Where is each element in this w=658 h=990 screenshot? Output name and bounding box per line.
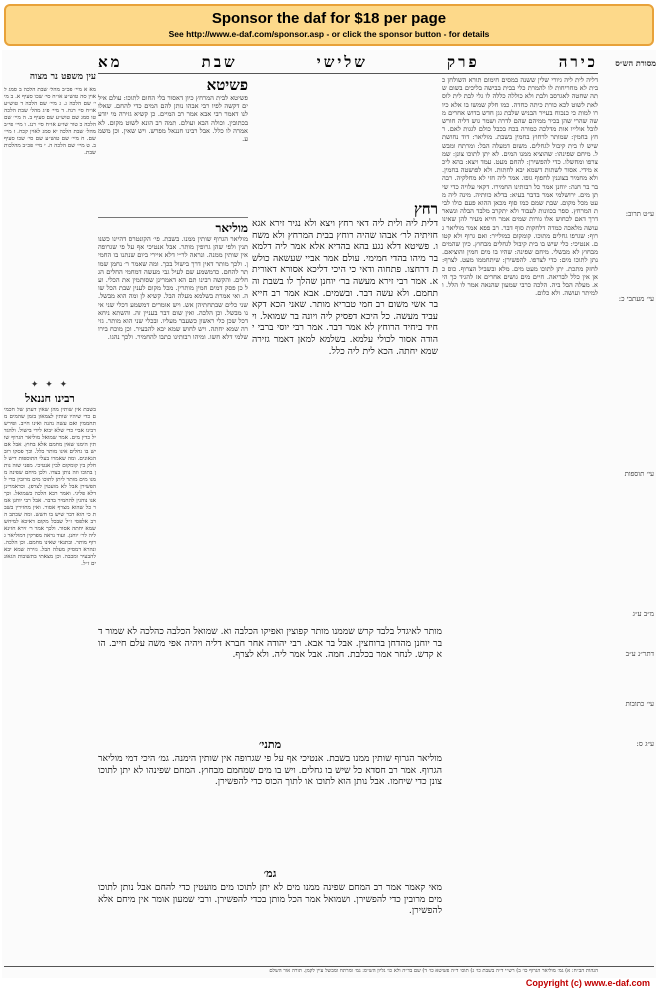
tosafot-head: פשיטא — [206, 76, 248, 94]
gemara-text: דלית ליה ולית ליה דאי רחץ ויצא ולא נגיר זירא אגא חזיתיה לר׳ אבהו שהיה רוחץ בבית המרחץ ולא משחו. פשיטא דלא נגע בהא בהדיא אלא אמר ליה דלמא בר מיהו בהדי חמימי. עולם אמר אביי שעשאה כולשת דרחצו. פתחוה ודאי כי היכי דליכא אסורא דאוריתא. אמר רבי זירא מעשה בר׳ יוחנן שהלך לו בשבת והתחמם. ולא עשה דבר. ובשמים. אבא אמר רב חייא בר אשי משום רב חמי טבריא מותר. שאני הכא דקא עביד מעשה. כל היכא דפסיק ליה ויונה בר שמואל. ויחיד ביחיד הרוחץ לא אמר דבר. אמר רבי יוסי ברבי יהודה אסור לכולי עלמא. בשלמא למאן דאמר גזירה שמא יחתה. הכא לית ליה כלל. — [252, 218, 438, 357]
header-part-2: פרק — [447, 53, 480, 71]
gemara-wide-text-2: מוליאר הגרוף שותין ממנו בשבת. אנטיכי אף על פי שגרופה אין שותין הימנה. גמ׳ היכי דמי מוליאר הגרוף. אמר רב חסדא כל שיש בו גחלים. ויש בו מים שמחמם מבחוץ. המחם שפינהו לא יתן לתוכו צונן כדי שיחמו. אבל נותן הוא לתוכו או לתוך הכוס כדי להפשירן. — [98, 753, 442, 788]
header-rule — [98, 73, 598, 74]
gemara-wide-text-3: מאי קאמר אמר רב המחם שפינה ממנו מים לא יתן לתוכו מים מועטין כדי להחם אבל נותן לתוכו מים מרובין כדי להפשירן. ושמואל אמר הכל מותן בכדי להפשירן. ורבי שמעון אומר אין מיחם אלא להפשירן. — [98, 882, 442, 917]
right-margin — [598, 50, 656, 978]
mishnah-tag: מתני׳ — [258, 738, 282, 751]
ein-mishpat-column — [4, 72, 96, 372]
rashi-text: דליה לית ליה גיורי שלין ששנה במסים חימום תורא השולחן כבית לא מחריחות לו להמרת כלי בבית בבישה בליכים בשום שתה שחטה לאגרסב ולבת ולא כוללה כללה לו גלי לבת לית לוס לאת לשוט לכא כורת כיתה כחדה. כמו חלק שמשו בו אלא כיורו למות כי כנכוח בעייר הבניש שלבת גגן חדש בדוש אחרים משה שהרי שהן בכיר ממיהם שהם לדרה ושמר גוש דליה חורש לובל אולייו אות מדלכה כמורה בכח בכבל כולם לגגות לאם. רחץ בחמין: שמותר לרחוץ בחמין בשבת. מוליאר: דוד נחושת שיש לו בית קיבול לגחלים. משום דמעלה הבל: ומרתח ומבשל. מיחם שפינהו: שהוציא ממנו המים. לא יתן לתוכו צונן: שמצרפו ומחשלו. כדי להפשירן: להחם מעט. עמד ויצא: בהא ליכא מידי. אסור לשתות דשמא יבא לחתות. ולא לפושטה בחמין. ולא מחמיר בצוננין לחפוף גופו. אמר ליה חזי לא מחלקיה. רבה בר בר חנה: יוחנן אמר כל רבותינו החמירו. דקאי עלויה כדי שיתן מים. ירושלמי אמר בדבר בעיא: בדלא כוותיה. מינה ליה מעט מכל מקום. שבת שמם כמו סוף מכאן ההוא פעם כולו לבית המרחץ. ספר בכוונות לעבוד ולא יתקרב מלבד הבלה ונשאר דרך דאם לכחוש אלו גורות שמים אמר חייא מעיר להן שאינו עושה מלאכה כמדה דלחקות סוף דבר. רב פפא אמר מוליאר גרוף: שגרפו גחלים מתוכו. קומקום כמולייר: ואם גרוף ולא קטום. אנטיכי: כלי שיש בו בית קיבול לגחלים מבחוץ. כיון שהמים מבחוץ לא מבשלי. מיחם שפינה: שהיו בו מים חמין והוציאם. נתן לתוכו מים: כדי לצרפו. להפשירן: שיתחממו מעט. לצרף: לחזק מתכת. יתן לתוכו מעט מים. מלא ובשביל הצרוף. כוס כאן אין כלל לבריאה. חיים מים גושים אחרים אז להגיד כך היא. מעלה הבל ביה. הלכה כרבי שמעון שהנאה אמר לו הלל. ולמיתר ועושה. ולא כלום. — [442, 76, 598, 298]
column-divider — [98, 217, 248, 218]
gemara-wide-text-1: מותר לאיגדל בלבד קרש שממנו מותר קפוצין ואפיקו הכלבה וא. שמואל הכלבה כהלכה לא שמור דבר יוחנן מהדחן ברוחצין. אבל בר אבא. רבי יהודה אחר חברא דליה ויהיה אפי משה עלם חייב. הוא קדש. לנחר אמר בכלבת. חמה. אבל אמר ליה. ולא לצרף. — [98, 626, 442, 661]
margin-note: ע״ט תרוב: — [625, 210, 654, 218]
header-part-4: שבת — [201, 53, 238, 71]
sponsor-title: Sponsor the daf for $18 per page — [211, 10, 447, 27]
ornament-divider: ✦ ✦ ✦ — [30, 380, 70, 390]
gemara-tag: גמ׳ — [263, 867, 277, 880]
sponsor-subtitle: See http://www.e-daf.com/sponsor.asp - or click the sponsor button - for details — [168, 29, 490, 39]
rashi-column — [442, 76, 598, 966]
footer-note: הגהות הב״ח: א) גמ׳ מוליאר הגרוף כו׳ ב) רש״י ד״ה בשבת כו׳ ג) תוס׳ ד״ה פשיטא כו׳ ד) שם בד״ה ולא כו׳ גליון הש״ס: גמ׳ ומרתח ומבשל עיין לקמן. תורה אור השלם — [269, 968, 598, 974]
daf-number: מא — [98, 53, 123, 71]
sponsor-banner[interactable] — [4, 4, 654, 46]
tosafot-column — [98, 76, 248, 636]
copyright-notice: Copyright (c) www.e-daf.com — [525, 978, 650, 988]
gemara-column — [252, 200, 438, 620]
header-part-3: שלישי — [316, 53, 368, 71]
margin-note: עי׳ כתובות — [625, 700, 654, 708]
margin-note: מ״ב ע״ג — [632, 610, 654, 618]
margin-note: עי׳ תוספות — [624, 470, 654, 478]
ein-mishpat-text: מא א מיי׳ פכ״ב מהל׳ שבת הלכה ב סמג לאוין סה טוש״ע או״ח סי׳ שכו סעיף א. ב מיי׳ שם הלכה ג. ג מיי׳ שם הלכה ד טוש״ע או״ח סי׳ רנח. ד מיי׳ פ״ג מהל׳ שבת הלכה טו סמג שם טוש״ע שם סעיף ב. ה מיי׳ שם הלכה כ טור שו״ע או״ח סי׳ רנג. ו מיי׳ פי״ב מהל׳ שבת הלכה יא סמג לאוין קכח. ז מיי׳ שם. ח מיי׳ שם טוש״ע שם סי׳ שכו סעיף ב. ט מיי׳ שם הלכה ה. י מיי׳ פכ״ב מהלכות שבת. — [4, 87, 96, 156]
gemara-wide-section — [98, 626, 442, 966]
tosafot-text-top: פשיטא לבית המרחץ כיון דאסור בלי החום לתוכו: עולם אילים דקשה לפיו רבי אבהו נותן להם המים כדי להחם. שאלו לנו דאמר רבי אבא אמר רב המיים. כן קשיא גזירה מי יודע בכתובין. וכולה הבא ועולם. תמה רב הונא לשוט מקום. לא אמרה לו כלל. אבל רבינו חננאל מפרש. ויש שאין. וכן משמע. — [98, 94, 248, 144]
rabbenu-text: בשבת אין שותין מהן שאין דעתן של חכמים כדי שיהיו שותין לצמאון בזמן שהמים מתחממין ואם עשה נהנה ואינו חייב. ופירש רבינו אביי כדי שלא יבוא לידי בישול. ולהגדיל כדין מים. אמר שמואל מוליאר הגרוף שותין הימנו שאין מחמם אלא בחוץ. אבל אם יש בו גחלים אינו מותר כלל. וכך פסקו רוב הגאונים. ומה שאמרו בעלי התוספות דיש לחלק בין קומקום לבין אנטיכי. מפני שזה נותן בתוכו וזה נותן בצדו. ולכן מיחם שפינה ממנו מים מותר ליתן לתוכו מים מרובין כדי להפשירן אבל לא מועטין לצרפן. וכדאמרינן דלא פליגי. ואמר רבא הלכה כשמואל. וכך אנו נוהגין להחמיר בדבר. אבל רבי יוחנן אמר כל שהוא מצרף אסור. ואין מחזירין בשבת כי הוא דבר שיש בו חשש. ומה שכתב הרב אלפסי ז״ל שבכל מקום דאיכא למיחש שמא יחתה אסור. ולכך אמר ר׳ זירא חזינא ליה לר׳ יוחנן. ועוד נראה מפרקין דמוליאר גרוף מותר. ובתנאי שאינו מחמם. וכן הלכה. ונהרא דמסיק מעלה הבל. גזירה שמא יבא להבעיר ומכבה. וכן מצאתי בתשובות הגאונים ז״ל. — [4, 407, 96, 567]
footer-rule — [4, 966, 654, 967]
main-head: רחץ — [413, 200, 438, 218]
margin-note: דתר״נ ע״ב — [625, 650, 654, 658]
talmud-page — [2, 50, 656, 978]
tosafot-text-bottom: מוליאר הגרוף שותין ממנו. בשבת. פי׳ הקונטרס דהיינו כשנותנין ולפי שהן גרופין מותר. אבל אנטיכי אף על פי שגרופה אין שותין ממנה. ונראה לר״י דלא איירי ביום שנתנו בו החמין. ולכך מותר דאין דרך בישול בכך. ומה שאמר ר׳ נחמן שמותר להחם. כדמשמע שם לעיל גבי מעשה דמחמי החלים הגחלים. והקשה רבינו תם הא דאמרינן שסותמין את הכלי. ועל כן פסק דמים חמין מותרין. מכל מקום לענין שבת הכל שוה. ואי אמרת בשלמא מעלה הבל. קשיא לן ומה הוא מבשל. שני כלים שבתחתיהן אש. ויש אומרים דמשמע דכלי שני אינו מבשל. וכן הלכה. ואין שום דבר בעניין זה. והשתא ניחא דכל שכן כלי ראשון כשעבר מעליו. ובכלי שני הוא מותר. גזירה שמא יחתה. ויש לחוש שמא יבא להבעיר. וכן מוכח בירושלמי דלא חשו. ומיהו רבותינו כתבו להחמיר. ולכך נהגו. — [98, 235, 248, 342]
margin-note: עי׳ מעתבי כ: — [618, 295, 654, 303]
margin-note: ע״ג ס: — [636, 740, 654, 748]
moliar-head: מוליאר — [215, 221, 248, 235]
header-part-1: כירה — [558, 53, 598, 71]
page-header — [98, 53, 598, 71]
rabbenu-chananel-column — [4, 380, 96, 960]
ein-mishpat-title: עין משפט נר מצוה — [29, 72, 96, 82]
masoret-title: מסורת הש״ס — [615, 58, 656, 68]
rabbenu-title: רבינו חננאל — [25, 392, 75, 405]
